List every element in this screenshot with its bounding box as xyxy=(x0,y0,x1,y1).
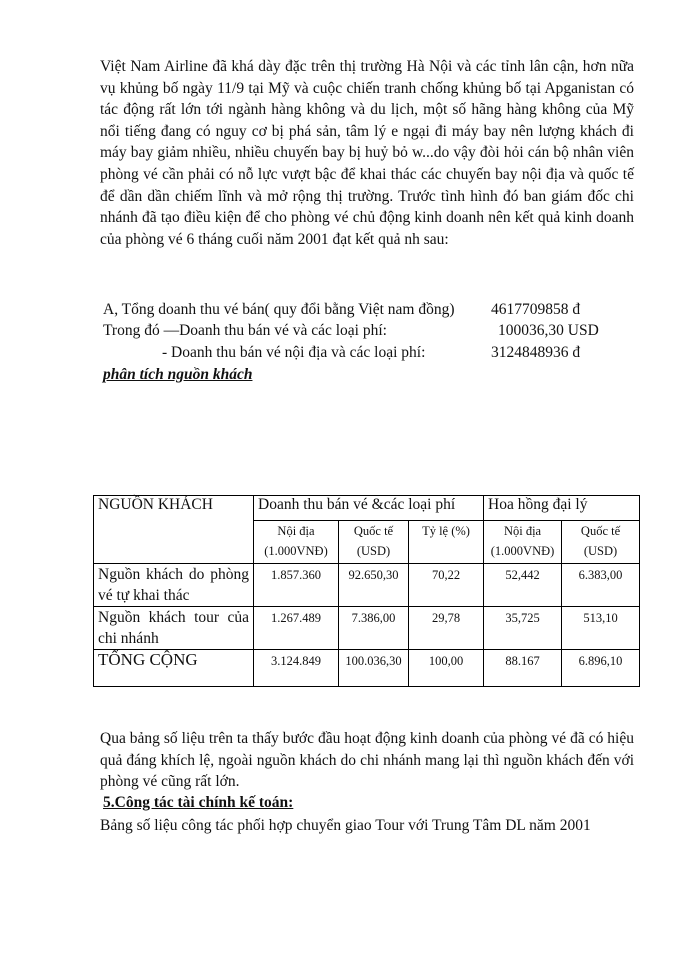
cell-international: 7.386,00 xyxy=(339,607,409,650)
subheader-commission-domestic: Nội địa (1.000VNĐ) xyxy=(484,521,562,564)
table-row xyxy=(94,564,640,607)
customer-source-table xyxy=(93,495,640,687)
cell-commission-domestic: 35,725 xyxy=(484,607,562,650)
header-commission-group: Hoa hồng đại lý xyxy=(484,496,640,521)
cell-commission-international: 6.896,10 xyxy=(562,650,640,687)
finance-heading: 5.Công tác tài chính kế toán: xyxy=(103,794,294,811)
intl-revenue-label: Trong đó —Doanh thu bán vé và các loại phí: xyxy=(103,322,387,339)
subheader-international: Quốc tế (USD) xyxy=(339,521,409,564)
cell-international: 92.650,30 xyxy=(339,564,409,607)
subheader-commission-international: Quốc tế (USD) xyxy=(562,521,640,564)
tour-table-caption: Bảng số liệu công tác phối hợp chuyển giao Tour với Trung Tâm DL năm 2001 xyxy=(100,817,591,834)
domestic-revenue-label: - Doanh thu bán vé nội địa và các loại phí: xyxy=(162,344,426,361)
intro-paragraph: Việt Nam Airline đã khá dày đặc trên thị trường Hà Nội và các tỉnh lân cận, hơn nữa vụ khủng bố ngày 11/9 tại Mỹ và cuộc chiến tranh chống khủng bố tại Apganistan có tác động rất lớn tới ngành hàng không và du lịch, một số hãng hàng không của Mỹ nổi tiếng đang có nguy cơ bị phá sản, tâm lý e ngại đi máy bay nên lượng khách đi máy bay giảm nhiều, nhiều chuyến bay bị huỷ bỏ w...do vậy đòi hỏi cán bộ nhân viên phòng vé cần phải có nỗ lực vượt bậc để khai thác các chuyến bay nội địa và quốc tế để dần dần chiếm lĩnh và mở rộng thị trường. Trước tình hình đó ban giám đốc chi nhánh đã tạo điều kiện để cho phòng vé chủ động kinh doanh nên kết quả kinh doanh của phòng vé 6 tháng cuối năm 2001 đạt kết quả nh sau: xyxy=(100,58,634,248)
cell-commission-international: 6.383,00 xyxy=(562,564,640,607)
domestic-revenue-value: 3124848936 đ xyxy=(491,344,581,361)
table-row xyxy=(94,607,640,650)
intl-revenue-value: 100036,30 USD xyxy=(498,322,599,339)
cell-commission-domestic: 52,442 xyxy=(484,564,562,607)
total-revenue-label: A, Tổng doanh thu vé bán( quy đổi bằng Việt nam đồng) xyxy=(103,301,455,318)
cell-ratio: 100,00 xyxy=(409,650,484,687)
cell-ratio: 70,22 xyxy=(409,564,484,607)
subheader-domestic: Nội địa (1.000VNĐ) xyxy=(254,521,339,564)
analysis-heading: phân tích nguồn khách xyxy=(103,366,253,383)
cell-domestic: 1.267.489 xyxy=(254,607,339,650)
conclusion-paragraph: Qua bảng số liệu trên ta thấy bước đầu hoạt động kinh doanh của phòng vé đã có hiệu quả đáng khích lệ, ngoài nguồn khách do chi nhánh mang lại thì nguồn khách đến với phòng vé cũng rất lớn. xyxy=(100,730,634,791)
header-source: NGUỒN KHÁCH xyxy=(94,496,254,564)
cell-ratio: 29,78 xyxy=(409,607,484,650)
cell-domestic: 3.124.849 xyxy=(254,650,339,687)
table-row-total xyxy=(94,650,640,687)
cell-international: 100.036,30 xyxy=(339,650,409,687)
row-source: TỔNG CỘNG xyxy=(94,650,254,687)
cell-domestic: 1.857.360 xyxy=(254,564,339,607)
total-revenue-value: 4617709858 đ xyxy=(491,301,581,318)
cell-commission-domestic: 88.167 xyxy=(484,650,562,687)
subheader-ratio: Tỷ lệ (%) xyxy=(409,521,484,564)
row-source: Nguồn khách tour của chi nhánh xyxy=(94,607,254,650)
header-revenue-group: Doanh thu bán vé &các loại phí xyxy=(254,496,484,521)
row-source: Nguồn khách do phòng vé tự khai thác xyxy=(94,564,254,607)
cell-commission-international: 513,10 xyxy=(562,607,640,650)
